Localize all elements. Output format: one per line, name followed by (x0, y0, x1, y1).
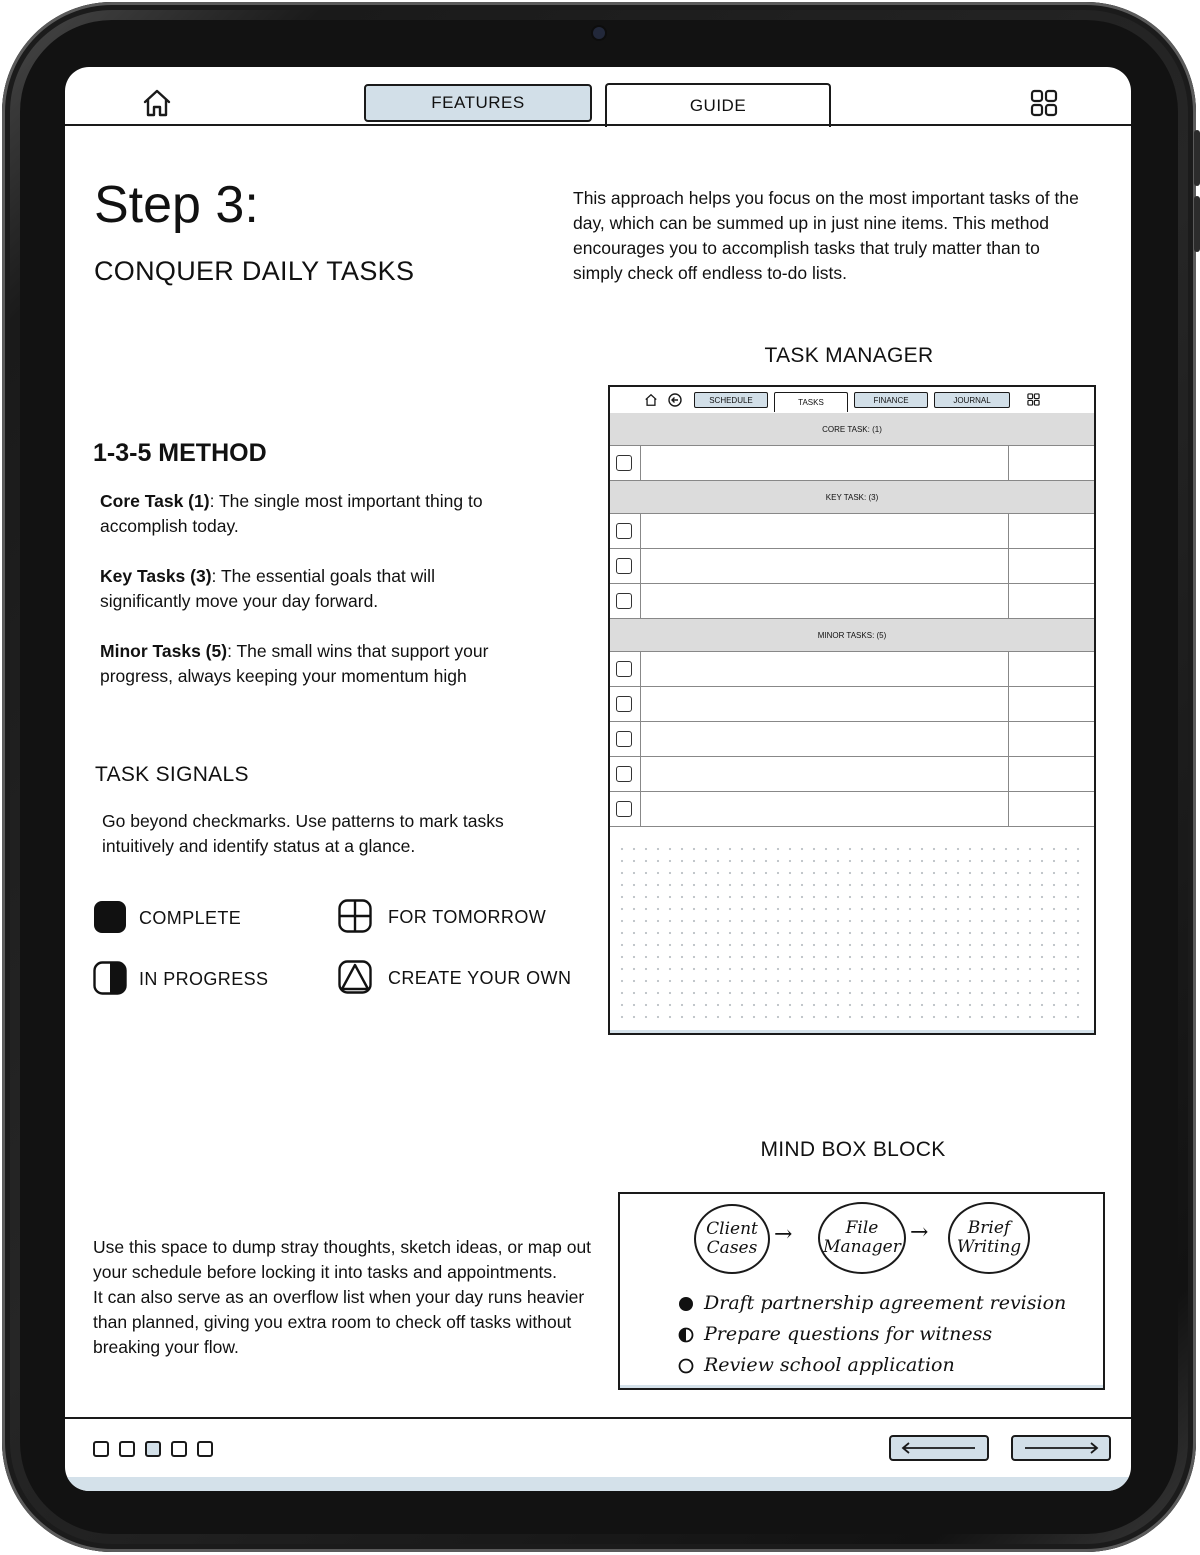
arrow-icon: → (774, 1222, 793, 1247)
method-desc: : The single most important thing to accomplish today. (100, 491, 483, 536)
home-icon[interactable] (141, 87, 173, 124)
task-row (610, 446, 1094, 481)
tab-features[interactable] (364, 84, 592, 122)
bubble-text: File (845, 1218, 879, 1238)
page-indicator[interactable] (119, 1441, 135, 1457)
page-indicator[interactable] (171, 1441, 187, 1457)
signals-desc: Go beyond checkmarks. Use patterns to mark tasks intuitively and identify status at a glance. (102, 811, 504, 856)
page-indicator-current[interactable] (145, 1441, 161, 1457)
bubble-file-manager (818, 1202, 906, 1274)
mini-grid-icon (1027, 393, 1040, 411)
task-row (610, 722, 1094, 757)
method-term: Core Task (1) (100, 491, 210, 511)
mini-tab-journal: JOURNAL (934, 392, 1010, 408)
task-checkbox (616, 801, 632, 817)
signal-label-in-progress: IN PROGRESS (139, 969, 269, 989)
mind-list-item: Review school application (704, 1354, 955, 1376)
signals-title: TASK SIGNALS (95, 763, 249, 786)
page-title: Step 3: (94, 176, 259, 234)
page-indicator[interactable] (93, 1441, 109, 1457)
task-checkbox (616, 766, 632, 782)
triangle-square-icon (338, 960, 372, 999)
task-checkbox (616, 593, 632, 609)
signal-label-tomorrow: FOR TOMORROW (388, 907, 547, 927)
previous-page-button[interactable] (889, 1435, 989, 1461)
minor-task-header: MINOR TASKS: (5) (610, 619, 1094, 652)
tab-features-label: FEATURES (431, 93, 525, 112)
mini-tab-finance: FINANCE (854, 392, 928, 408)
method-item-minor (100, 639, 520, 689)
mind-list-item: Prepare questions for witness (704, 1323, 993, 1345)
mind-box-preview (618, 1192, 1105, 1390)
core-task-header: CORE TASK: (1) (610, 413, 1094, 446)
mini-nav-bar (610, 387, 1094, 415)
signal-label-create: CREATE YOUR OWN (388, 968, 572, 988)
bubble-text: Cases (706, 1238, 758, 1258)
empty-circle-icon (678, 1358, 694, 1379)
screen-bottom-strip (65, 1477, 1131, 1491)
mini-tab-tasks: TASKS (774, 392, 848, 412)
task-checkbox (616, 661, 632, 677)
mini-home-icon (644, 393, 658, 412)
task-manager-preview (608, 385, 1096, 1035)
filled-square-icon (93, 900, 127, 939)
bubble-text: Manager (823, 1237, 901, 1257)
filled-circle-icon (678, 1296, 694, 1317)
grid-menu-icon[interactable] (1030, 89, 1058, 122)
tab-guide-label: GUIDE (689, 96, 747, 115)
task-checkbox (616, 731, 632, 747)
preview-bottom-strip (610, 1030, 1094, 1033)
footer-divider (65, 1417, 1131, 1419)
task-row (610, 687, 1094, 722)
half-circle-icon (678, 1327, 694, 1348)
task-row (610, 792, 1094, 827)
quartered-square-icon (338, 899, 372, 938)
task-checkbox (616, 696, 632, 712)
intro-text: This approach helps you focus on the most important tasks of the day, which can be summed up in just nine items. This method encourages you to accomplish tasks that truly matter than to simply check off endless to-do lists. (573, 188, 1079, 283)
tabbar-divider (65, 124, 1131, 126)
task-row (610, 584, 1094, 619)
method-term: Minor Tasks (5) (100, 641, 228, 661)
page-subtitle: CONQUER DAILY TASKS (94, 256, 415, 286)
method-title: 1-3-5 METHOD (93, 439, 267, 467)
mind-list-item: Draft partnership agreement revision (704, 1292, 1067, 1314)
camera-icon (593, 27, 605, 39)
mind-box-title: MIND BOX BLOCK (760, 1138, 946, 1161)
screen (65, 67, 1131, 1491)
bubble-text: Client (706, 1219, 758, 1239)
method-term: Key Tasks (3) (100, 566, 212, 586)
bubble-text: Writing (956, 1237, 1022, 1257)
task-manager-title: TASK MANAGER (764, 344, 934, 367)
bubble-client-cases (694, 1204, 770, 1274)
task-row (610, 757, 1094, 792)
mind-box-desc-1: Use this space to dump stray thoughts, sketch ideas, or map out your schedule before locking it into tasks and appointments. (93, 1237, 592, 1282)
volume-button (1194, 196, 1200, 252)
task-row (610, 514, 1094, 549)
preview-bottom-strip (620, 1385, 1103, 1388)
bubble-brief-writing (948, 1202, 1030, 1274)
method-desc: : The small wins that support your progress, always keeping your momentum high (100, 641, 489, 686)
arrow-right-icon (1013, 1437, 1109, 1459)
mind-box-desc-2: It can also serve as an overflow list when your day runs heavier than planned, giving you extra room to check off tasks without breaking your flow. (93, 1287, 585, 1357)
signal-label-complete: COMPLETE (139, 908, 242, 928)
key-task-header: KEY TASK: (3) (610, 481, 1094, 514)
task-row (610, 652, 1094, 687)
task-checkbox (616, 455, 632, 471)
mind-box-desc (93, 1235, 609, 1360)
method-item-key (100, 564, 500, 614)
mini-tab-schedule: SCHEDULE (694, 392, 768, 408)
dot-grid-area (616, 843, 1088, 1025)
next-page-button[interactable] (1011, 1435, 1111, 1461)
method-item-core (100, 489, 530, 539)
volume-button (1194, 130, 1200, 186)
method-desc: : The essential goals that will significantly move your day forward. (100, 566, 435, 611)
task-checkbox (616, 523, 632, 539)
task-checkbox (616, 558, 632, 574)
half-filled-square-icon (93, 961, 127, 1000)
task-row (610, 549, 1094, 584)
arrow-icon: → (910, 1220, 929, 1245)
bubble-text: Brief (967, 1218, 1011, 1238)
mini-back-icon (668, 393, 682, 412)
tab-guide[interactable] (605, 83, 831, 127)
arrow-left-icon (891, 1437, 987, 1459)
page-indicator[interactable] (197, 1441, 213, 1457)
